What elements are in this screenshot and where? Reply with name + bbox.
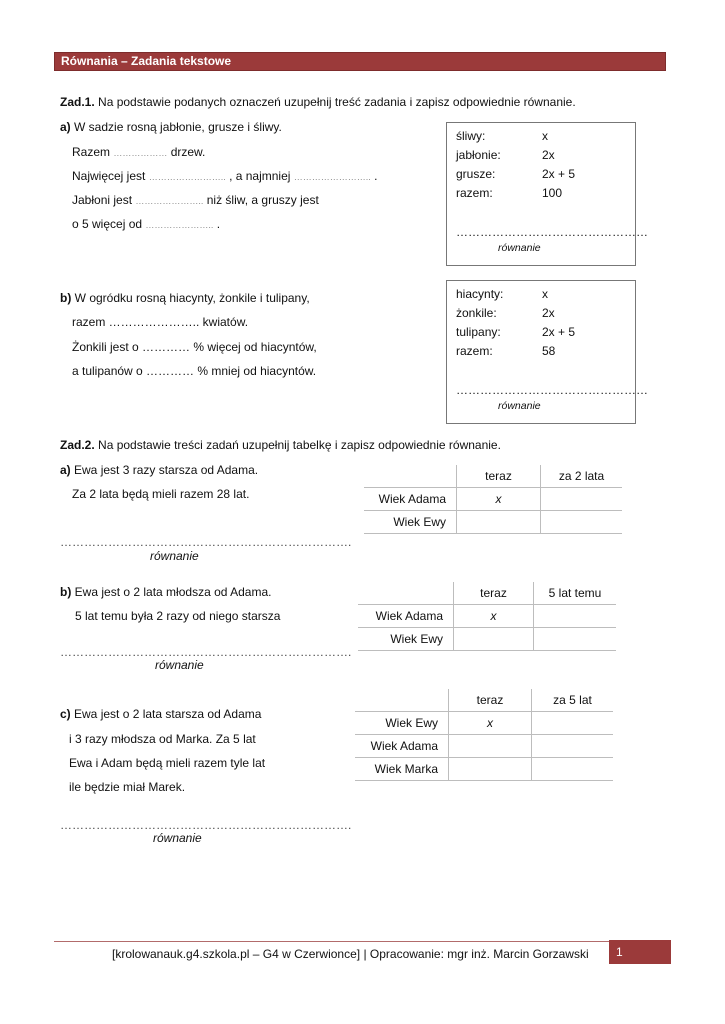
table-row — [358, 605, 616, 628]
zad1a-line3-end: niż śliw, a gruszy jest — [206, 193, 319, 207]
zad2b-letter: b) — [60, 585, 72, 599]
zad1a-line1 — [72, 145, 205, 159]
page-title-bar — [54, 52, 666, 71]
table-corner — [364, 465, 457, 488]
zad1b-letter: b) — [60, 291, 72, 305]
page-title: Równania – Zadania tekstowe — [61, 54, 232, 68]
table-cell[interactable]: x — [457, 488, 541, 511]
zad1b-line3: a tulipanów o ………… % mniej od hiacyntów. — [72, 364, 317, 378]
box-key: razem: — [456, 344, 493, 358]
zad1b-line2: Żonkili jest o ………… % więcej od hiacyntów, — [72, 340, 317, 354]
table-corner — [358, 582, 454, 605]
zad1a-box-row — [456, 186, 626, 204]
zad1a-line2-start: Najwięcej jest — [72, 169, 146, 183]
zad1a-line3-blank: ………………….. — [135, 196, 204, 206]
zad2a-line1-text: Ewa jest 3 razy starsza od Adama. — [74, 463, 259, 477]
table-header: 5 lat temu — [534, 582, 617, 605]
zad1a-line1-start: Razem — [72, 145, 111, 159]
zad1b-box-row — [456, 287, 626, 305]
table-header: za 2 lata — [541, 465, 623, 488]
zad1a-line2-blank2: …………………….. — [293, 172, 371, 182]
table-cell[interactable] — [534, 605, 617, 628]
zad1-intro-text: Na podstawie podanych oznaczeń uzupełnij treść zadania i zapisz odpowiednie równanie. — [98, 95, 576, 109]
zad1a-box-row — [456, 148, 626, 166]
table-header: teraz — [457, 465, 541, 488]
table-cell[interactable] — [532, 735, 614, 758]
zad2-intro — [60, 438, 501, 452]
box-key: żonkile: — [456, 306, 497, 320]
zad2a-line1 — [60, 463, 258, 477]
zad1a-line3 — [72, 193, 319, 207]
table-row — [355, 712, 613, 735]
zad1a-line4 — [72, 217, 220, 231]
page-number: 1 — [616, 945, 623, 959]
zad2c-line2: i 3 razy młodsza od Marka. Za 5 lat — [69, 732, 256, 746]
row-label: Wiek Ewy — [358, 628, 454, 651]
table-cell[interactable] — [457, 511, 541, 534]
footer-divider — [54, 941, 610, 942]
box-key: jabłonie: — [456, 148, 501, 162]
box-value: 2x — [542, 148, 555, 162]
zad1a-line4-blank: ………………….. — [145, 220, 214, 230]
zad2b-line2: 5 lat temu była 2 razy od niego starsza — [75, 609, 281, 623]
zad2b-age-table — [358, 582, 616, 651]
zad1a-letter: a) — [60, 120, 71, 134]
table-cell[interactable] — [532, 758, 614, 781]
zad2c-equation-blank: ………………………………………………………………. — [60, 818, 352, 832]
zad2a-letter: a) — [60, 463, 71, 477]
zad2c-line3: Ewa i Adam będą mieli razem tyle lat — [69, 756, 266, 770]
equation-blank: ………………………………………… — [456, 383, 648, 397]
zad2-label: Zad.2. — [60, 438, 95, 452]
row-label: Wiek Ewy — [355, 712, 449, 735]
table-cell[interactable]: x — [449, 712, 532, 735]
box-value: 2x — [542, 306, 555, 320]
zad2a-equation-blank: ………………………………………………………………. — [60, 535, 352, 549]
zad1a-line1-end: drzew. — [170, 145, 206, 159]
table-cell[interactable] — [449, 735, 532, 758]
zad2c-line1 — [60, 707, 261, 721]
zad1a-line2-mid: , a najmniej — [229, 169, 291, 183]
row-label: Wiek Adama — [355, 735, 449, 758]
box-value: 2x + 5 — [542, 325, 576, 339]
zad1a-line2 — [72, 169, 377, 183]
zad2c-letter: c) — [60, 707, 71, 721]
zad2a-equation-caption: równanie — [150, 549, 199, 563]
zad1b-legend-box — [446, 280, 648, 424]
table-cell[interactable]: x — [454, 605, 534, 628]
zad1a-legend-box — [446, 122, 648, 266]
zad2b-line1-text: Ewa jest o 2 lata młodsza od Adama. — [74, 585, 272, 599]
table-cell[interactable] — [541, 488, 623, 511]
zad1b-text: W ogródku rosną hiacynty, żonkile i tulipany, — [74, 291, 310, 305]
box-key: razem: — [456, 186, 493, 200]
equation-caption: równanie — [498, 242, 541, 254]
zad2b-line1 — [60, 585, 271, 599]
zad1b-line1: razem ………………….. kwiatów. — [72, 315, 249, 329]
equation-caption: równanie — [498, 400, 541, 412]
box-key: tulipany: — [456, 325, 501, 339]
zad1b-box-row — [456, 344, 626, 362]
zad1b-box-row — [456, 306, 626, 324]
zad1a-line3-start: Jabłoni jest — [72, 193, 133, 207]
zad1a-text: W sadzie rosną jabłonie, grusze i śliwy. — [74, 120, 282, 134]
table-row — [355, 758, 613, 781]
row-label: Wiek Adama — [358, 605, 454, 628]
zad1-intro — [60, 95, 576, 109]
table-row — [355, 735, 613, 758]
zad1a-line2-end: . — [374, 169, 378, 183]
row-label: Wiek Ewy — [364, 511, 457, 534]
page-number-box — [609, 940, 671, 964]
box-value: 100 — [542, 186, 563, 200]
footer-text: [krolowanauk.g4.szkola.pl – G4 w Czerwionce] | Opracowanie: mgr inż. Marcin Gorzawski — [112, 947, 589, 961]
box-key: grusze: — [456, 167, 496, 181]
zad1a-line4-start: o 5 więcej od — [72, 217, 143, 231]
zad2b-equation-caption: równanie — [155, 658, 204, 672]
zad1b-box-row — [456, 325, 626, 343]
table-row — [358, 628, 616, 651]
table-cell[interactable] — [449, 758, 532, 781]
zad2a-line2: Za 2 lata będą mieli razem 28 lat. — [72, 487, 250, 501]
table-header: teraz — [454, 582, 534, 605]
table-header: teraz — [449, 689, 532, 712]
zad1a-line4-end: . — [216, 217, 221, 231]
table-row — [364, 488, 622, 511]
zad1-label: Zad.1. — [60, 95, 95, 109]
zad1a-line1-blank: ……………… — [113, 148, 168, 158]
zad2c-equation-caption: równanie — [153, 831, 202, 845]
zad2c-line1-text: Ewa jest o 2 lata starsza od Adama — [74, 707, 262, 721]
equation-blank: ………………………………………… — [456, 225, 648, 239]
zad2c-age-table — [355, 689, 613, 781]
zad2a-age-table — [364, 465, 622, 534]
zad1b-heading — [60, 291, 310, 305]
box-value: x — [542, 287, 548, 301]
zad1a-line2-blank1: …………………….. — [148, 172, 226, 182]
box-value: 58 — [542, 344, 556, 358]
zad1a-box-row — [456, 129, 626, 147]
zad1a-box-row — [456, 167, 626, 185]
table-corner — [355, 689, 449, 712]
zad2-intro-text: Na podstawie treści zadań uzupełnij tabelkę i zapisz odpowiednie równanie. — [98, 438, 501, 452]
row-label: Wiek Adama — [364, 488, 457, 511]
table-row — [364, 511, 622, 534]
table-cell[interactable] — [541, 511, 623, 534]
box-value: x — [542, 129, 548, 143]
zad2c-line4: ile będzie miał Marek. — [69, 780, 186, 794]
row-label: Wiek Marka — [355, 758, 449, 781]
table-cell[interactable] — [454, 628, 534, 651]
table-cell[interactable] — [534, 628, 617, 651]
box-value: 2x + 5 — [542, 167, 576, 181]
table-cell[interactable] — [532, 712, 614, 735]
zad2b-equation-blank: ………………………………………………………………. — [60, 645, 352, 659]
box-key: śliwy: — [456, 129, 486, 143]
table-header: za 5 lat — [532, 689, 614, 712]
zad1a-heading — [60, 120, 282, 134]
box-key: hiacynty: — [456, 287, 504, 301]
